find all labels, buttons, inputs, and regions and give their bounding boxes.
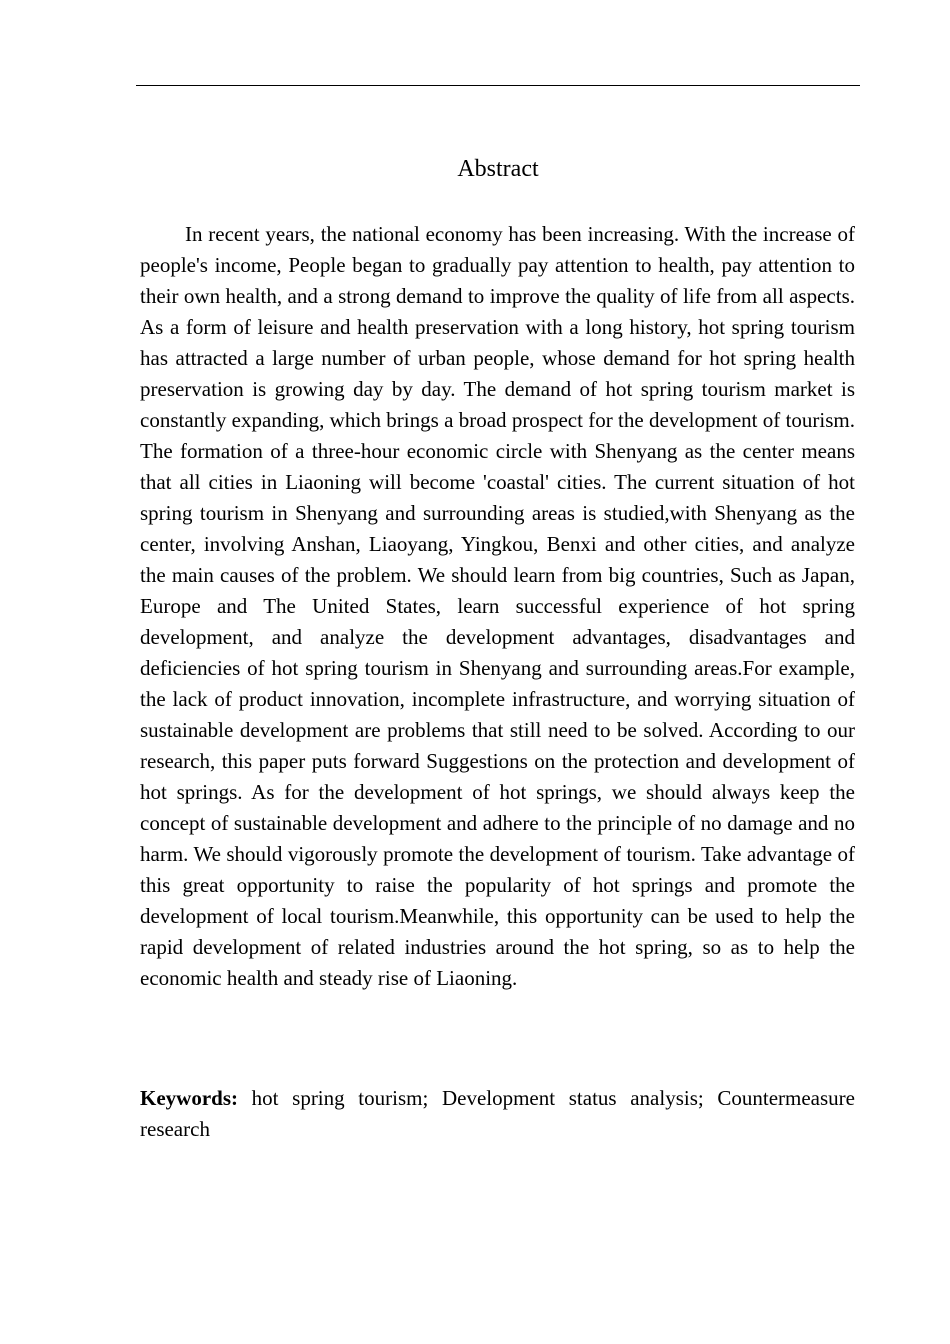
header-rule [136,85,860,86]
abstract-body: In recent years, the national economy has been increasing. With the increase of people's income, People began to gradually pay attention to health, pay attention to their own health, and a strong demand to improve the quality of life from all aspects. As a form of leisure and health preservation with a long history, hot spring tourism has attracted a large number of urban people, whose demand for hot spring health preservation is growing day by day. The demand of hot spring tourism market is constantly expanding, which brings a broad prospect for the development of tourism. The formation of a three-hour economic circle with Shenyang as the center means that all cities in Liaoning will become 'coastal' cities. The current situation of hot spring tourism in Shenyang and surrounding areas is studied,with Shenyang as the center, involving Anshan, Liaoyang, Yingkou, Benxi and other cities, and analyze the main causes of the problem. We should learn from big countries, Such as Japan, Europe and The United States, learn successful experience of hot spring development, and analyze the development advantages, disadvantages and deficiencies of hot spring tourism in Shenyang and surrounding areas.For example, the lack of product innovation, incomplete infrastructure, and worrying situation of sustainable development are problems that still need to be solved. According to our research, this paper puts forward Suggestions on the protection and development of hot springs. As for the development of hot springs, we should always keep the concept of sustainable development and adhere to the principle of no damage and no harm. We should vigorously promote the development of tourism. Take advantage of this great opportunity to raise the popularity of hot springs and promote the development of local tourism.Meanwhile, this opportunity can be used to help the rapid development of related industries around the hot spring, so as to help the economic health and steady rise of Liaoning. [140,222,855,990]
keywords-text: hot spring tourism; Development status analysis; Countermeasure research [140,1086,855,1141]
abstract-title: Abstract [457,156,539,182]
keywords-line [140,1083,855,1145]
keywords-label: Keywords: [140,1086,238,1110]
